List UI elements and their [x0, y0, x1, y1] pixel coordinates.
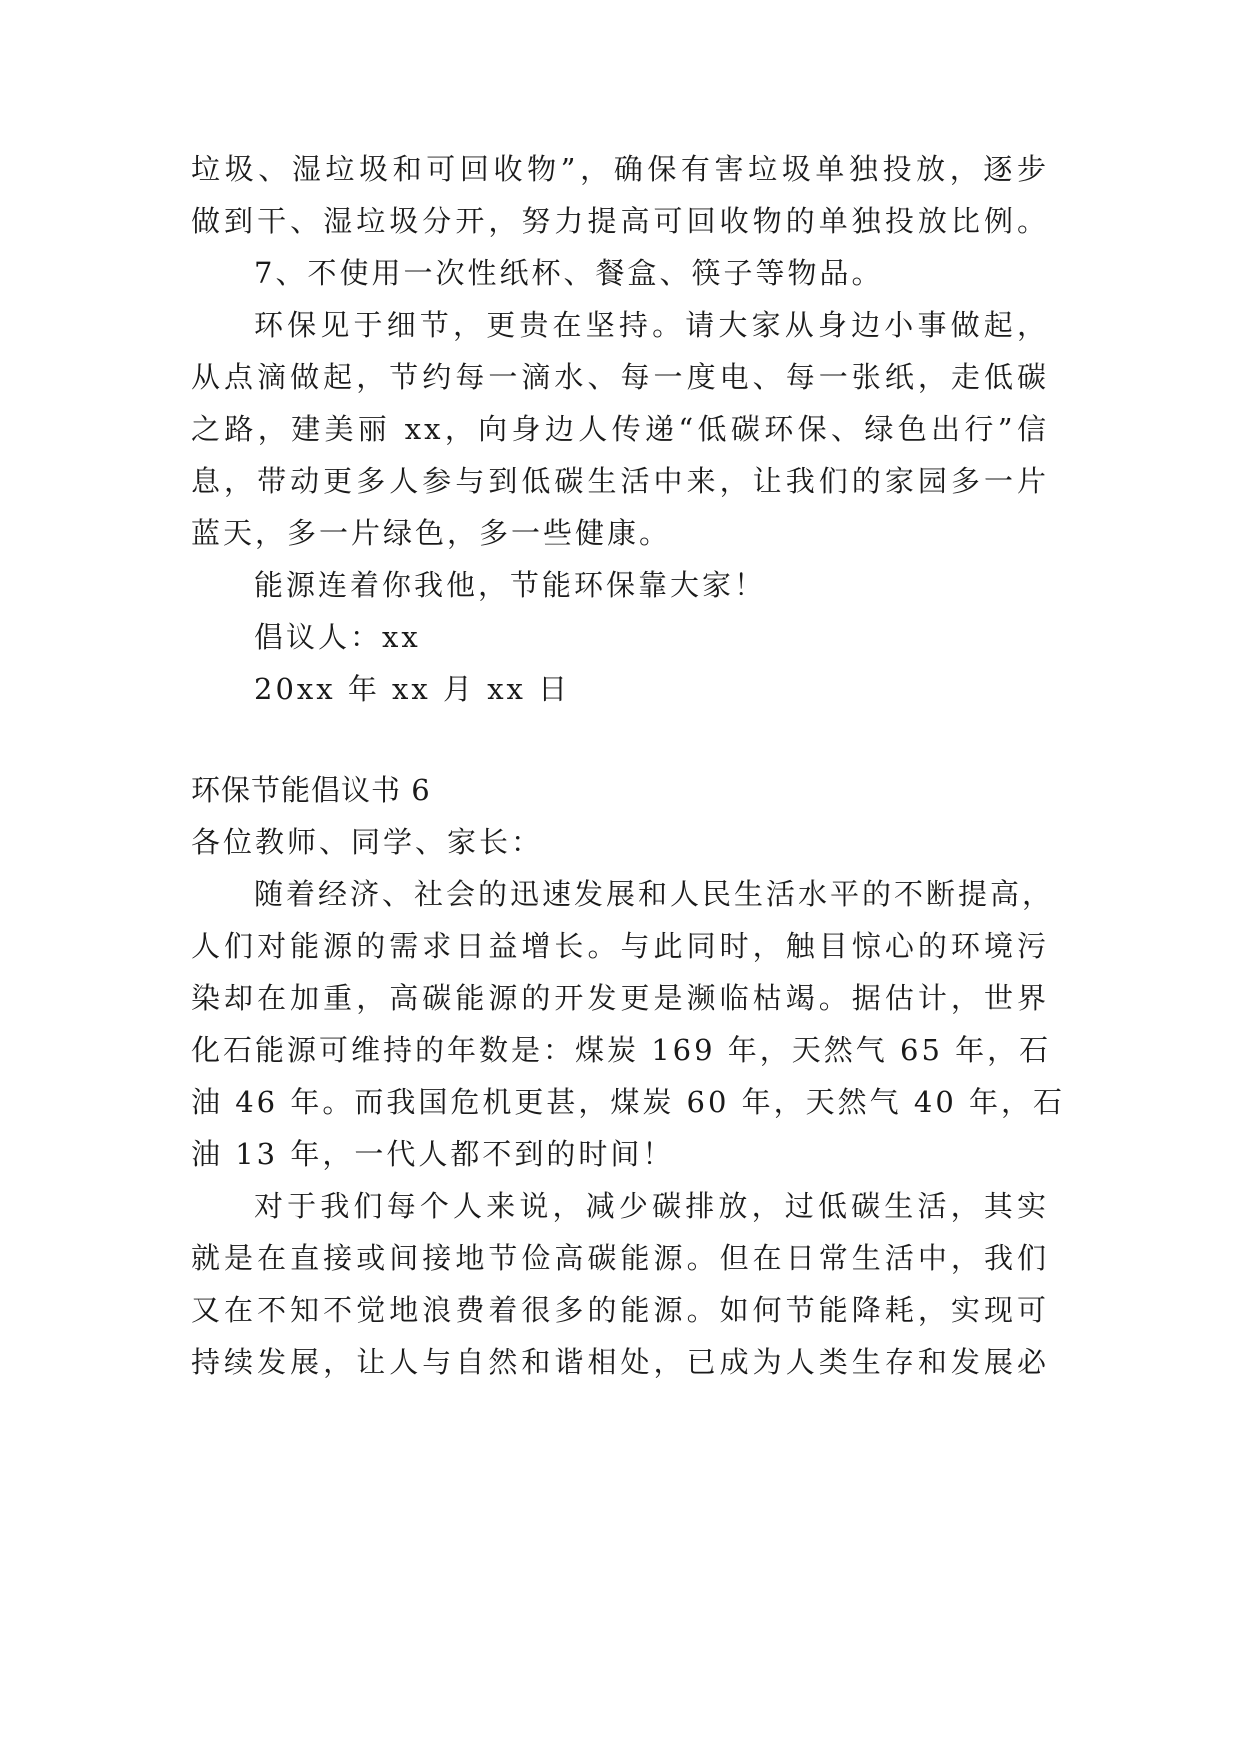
text-line: 持续发展，让人与自然和谐相处，已成为人类生存和发展必	[191, 1345, 1049, 1379]
text-line: 就是在直接或间接地节俭高碳能源。但在日常生活中，我们	[191, 1241, 1049, 1275]
signatory-line: 倡议人：xx	[254, 620, 421, 654]
section-title: 环保节能倡议书 6	[191, 773, 431, 807]
text-line: 人们对能源的需求日益增长。与此同时，触目惊心的环境污	[191, 929, 1049, 963]
text-line: 之路，建美丽 xx，向身边人传递“低碳环保、绿色出行”信	[191, 412, 1049, 446]
text-line: 能源连着你我他，节能环保靠大家！	[254, 568, 767, 602]
text-line: 环保见于细节，更贵在坚持。请大家从身边小事做起，	[254, 308, 1049, 342]
text-line: 垃圾、湿垃圾和可回收物”，确保有害垃圾单独投放，逐步	[191, 152, 1049, 186]
text-line: 油 46 年。而我国危机更甚，煤炭 60 年，天然气 40 年，石	[191, 1085, 1066, 1119]
text-line: 化石能源可维持的年数是：煤炭 169 年，天然气 65 年，石	[191, 1033, 1052, 1067]
text-line: 对于我们每个人来说，减少碳排放，过低碳生活，其实	[254, 1189, 1049, 1223]
date-line: 20xx 年 xx 月 xx 日	[254, 672, 571, 706]
text-line: 息，带动更多人参与到低碳生活中来，让我们的家园多一片	[191, 464, 1049, 498]
text-line: 染却在加重，高碳能源的开发更是濒临枯竭。据估计，世界	[191, 981, 1049, 1015]
text-line: 又在不知不觉地浪费着很多的能源。如何节能降耗，实现可	[191, 1293, 1049, 1327]
text-line: 7、不使用一次性纸杯、餐盒、筷子等物品。	[254, 256, 884, 290]
text-line: 从点滴做起，节约每一滴水、每一度电、每一张纸，走低碳	[191, 360, 1049, 394]
text-line: 随着经济、社会的迅速发展和人民生活水平的不断提高，	[254, 877, 1055, 911]
salutation: 各位教师、同学、家长：	[191, 825, 544, 859]
text-line: 油 13 年，一代人都不到的时间！	[191, 1137, 675, 1171]
text-line: 做到干、湿垃圾分开，努力提高可回收物的单独投放比例。	[191, 204, 1049, 238]
text-line: 蓝天，多一片绿色，多一些健康。	[191, 516, 672, 550]
